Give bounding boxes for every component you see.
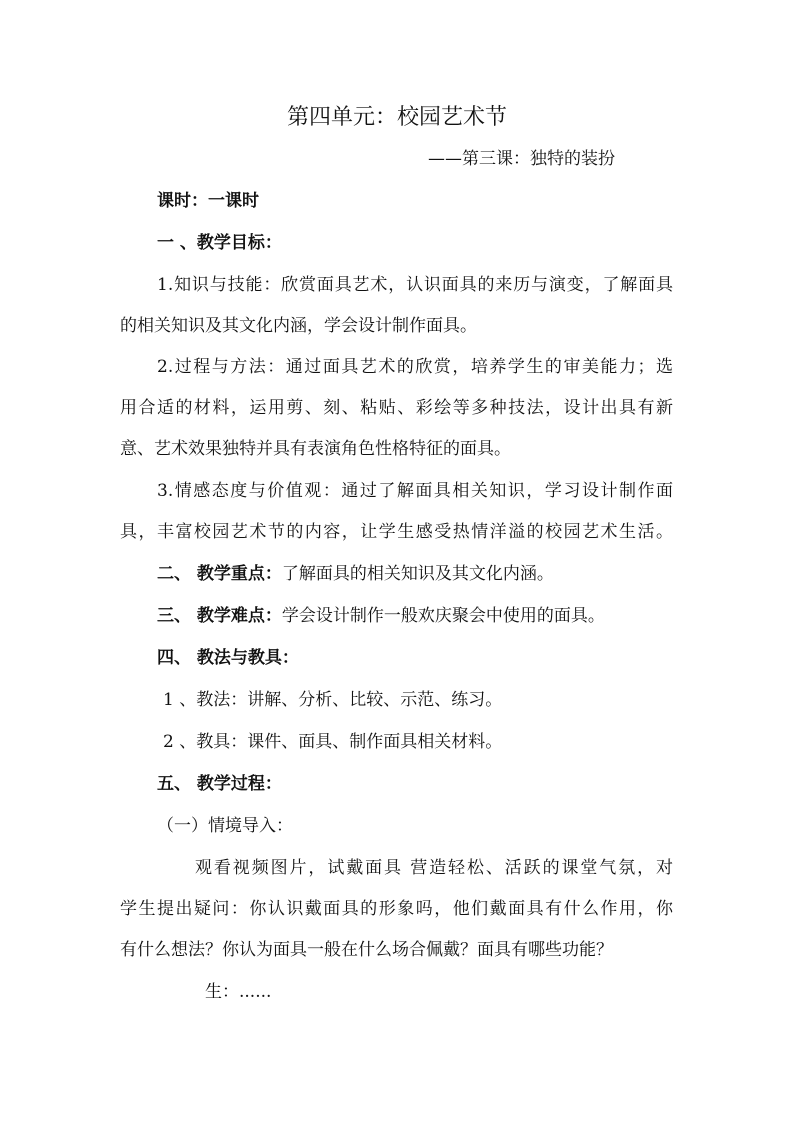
section5-para-line3: 有什么想法？你认为面具一般在什么场合佩戴？面具有哪些功能？ (120, 940, 613, 960)
section5-student: 生：...... (205, 982, 272, 1002)
section1-item3-line2: 具，丰富校园艺术节的内容，让学生感受热情洋溢的校园艺术生活。 (120, 522, 673, 542)
section1-heading: 一 、教学目标： (157, 233, 282, 253)
section1-item2-line3: 意、艺术效果独特并具有表演角色性格特征的面具。 (120, 439, 511, 459)
page-title: 第四单元：校园艺术节 (286, 105, 507, 130)
section3-text: 学会设计制作一般欢庆聚会中使用的面具。 (281, 606, 605, 626)
section1-item3-line1: 3.情感态度与价值观：通过了解面具相关知识，学习设计制作面 (157, 481, 673, 501)
section5-sub1: （一）情境导入： (157, 816, 293, 836)
section1-item2-line2: 用合适的材料，运用剪、刻、粘贴、彩绘等多种技法，设计出具有新 (120, 398, 673, 418)
section3 (157, 605, 605, 627)
section5-heading: 五、 教学过程： (157, 774, 282, 794)
section3-heading: 三、 教学难点： (157, 606, 282, 626)
section1-item1-line2: 的相关知识及其文化内涵，学会设计制作面具。 (120, 316, 477, 336)
section5-para-line1: 观看视频图片，试戴面具 营造轻松、活跃的课堂气氛，对 (195, 858, 673, 878)
section2-heading: 二、 教学重点： (157, 564, 282, 584)
section4-item2: 2 、教具：课件、面具、制作面具相关材料。 (163, 732, 503, 752)
section4-item1: 1 、教法：讲解、分析、比较、示范、练习。 (163, 690, 503, 710)
section4-heading: 四、 教法与教具： (157, 648, 299, 668)
class-hours: 课时：一课时 (157, 191, 259, 211)
section5-para-line2: 学生提出疑问：你认识戴面具的形象吗，他们戴面具有什么作用，你 (120, 899, 673, 919)
section1-item1-line1: 1.知识与技能：欣赏面具艺术，认识面具的来历与演变，了解面具 (157, 275, 673, 295)
section2 (157, 563, 554, 585)
page-subtitle: ——第三课：独特的装扮 (428, 149, 615, 169)
section2-text: 了解面具的相关知识及其文化内涵。 (281, 564, 554, 584)
section1-item2-line1: 2.过程与方法：通过面具艺术的欣赏，培养学生的审美能力；选 (157, 357, 673, 377)
